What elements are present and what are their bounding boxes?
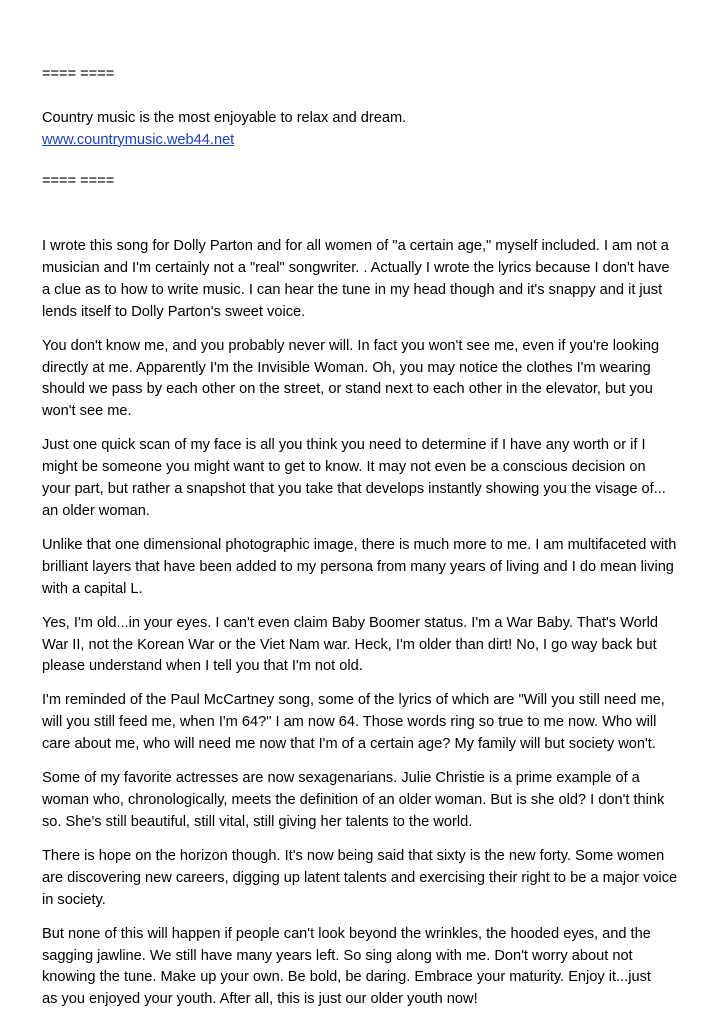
paragraph-line: please understand when I tell you that I'm not old. [42,658,363,675]
paragraph [42,236,692,323]
paragraph-line: are discovering new careers, digging up latent talents and exercising their right to be a major voice [42,869,678,886]
paragraph-line: Some of my favorite actresses are now sexagenarians. Julie Christie is a prime example of a [42,770,640,787]
paragraph-line: Yes, I'm old...in your eyes. I can't even claim Baby Boomer status. I'm a War Baby. That's World [42,614,658,631]
paragraph-line: You don't know me, and you probably never will. In fact you won't see me, even if you're looking [42,337,660,354]
paragraph-line: your part, but rather a snapshot that you take that develops instantly showing you the visage of... [42,480,666,497]
paragraph-line: musician and I'm certainly not a "real" songwriter. . Actually I wrote the lyrics because I don't have [42,259,670,276]
paragraph-line: might be someone you might want to get to know. It may not even be a conscious decision on [42,459,646,476]
paragraph-line: in society. [42,891,106,908]
paragraph-line: Unlike that one dimensional photographic image, there is much more to me. I am multifaceted with [42,536,677,553]
paragraph-line: care about me, who will need me now that I'm of a certain age? My family will but society won't. [42,736,656,753]
paragraph [42,690,692,755]
paragraph-line: sagging jawline. We still have many years left. So sing along with me. Don't worry about not [42,947,633,964]
paragraph [42,613,692,678]
paragraph [42,846,692,911]
paragraph-line: with a capital L. [42,580,143,597]
website-link[interactable]: www.countrymusic.web44.net [42,131,235,148]
paragraph-line: so. She's still beautiful, still vital, still giving her talents to the world. [42,813,473,830]
paragraph-line: a clue as to how to write music. I can hear the tune in my head though and it's snappy and it just [42,281,663,298]
paragraph-line: knowing the tune. Make up your own. Be bold, be daring. Embrace your maturity. Enjoy it...just [42,969,651,986]
paragraph-line: woman who, chronologically, meets the definition of an older woman. But is she old? I don't think [42,792,665,809]
paragraph [42,435,692,522]
separator-top: ==== ==== [42,66,115,82]
paragraph [42,768,692,833]
body-text [42,236,692,1011]
paragraph [42,535,692,600]
paragraph [42,336,692,423]
paragraph-line: There is hope on the horizon though. It's now being said that sixty is the new forty. Some women [42,848,665,865]
paragraph-line: lends itself to Dolly Parton's sweet voice. [42,303,306,320]
paragraph-line: an older woman. [42,502,150,519]
paragraph-line: should we pass by each other on the street, or stand next to each other in the elevator, but you [42,381,653,398]
paragraph-line: But none of this will happen if people can't look beyond the wrinkles, the hooded eyes, and the [42,925,651,942]
paragraph-line: won't see me. [42,403,132,420]
paragraph-line: brilliant layers that have been added to my persona from many years of living and I do mean living [42,558,674,575]
paragraph-line: Just one quick scan of my face is all you think you need to determine if I have any worth or if I [42,437,646,454]
paragraph-line: as you enjoyed your youth. After all, this is just our older youth now! [42,991,478,1008]
tagline: Country music is the most enjoyable to relax and dream. [42,109,407,126]
intro-block [42,108,692,152]
paragraph-line: directly at me. Apparently I'm the Invisible Woman. Oh, you may notice the clothes I'm wearing [42,359,651,376]
paragraph-line: I wrote this song for Dolly Parton and for all women of "a certain age," myself included. I am not a [42,238,669,255]
paragraph [42,924,692,1011]
paragraph-line: I'm reminded of the Paul McCartney song, some of the lyrics of which are "Will you still need me, [42,692,665,709]
document-page [42,64,692,1023]
paragraph-line: will you still feed me, when I'm 64?" I am now 64. Those words ring so true to me now. Who will [42,714,657,731]
separator-bottom: ==== ==== [42,173,115,190]
paragraph-line: War II, not the Korean War or the Viet Nam war. Heck, I'm older than dirt! No, I go way back but [42,636,657,653]
